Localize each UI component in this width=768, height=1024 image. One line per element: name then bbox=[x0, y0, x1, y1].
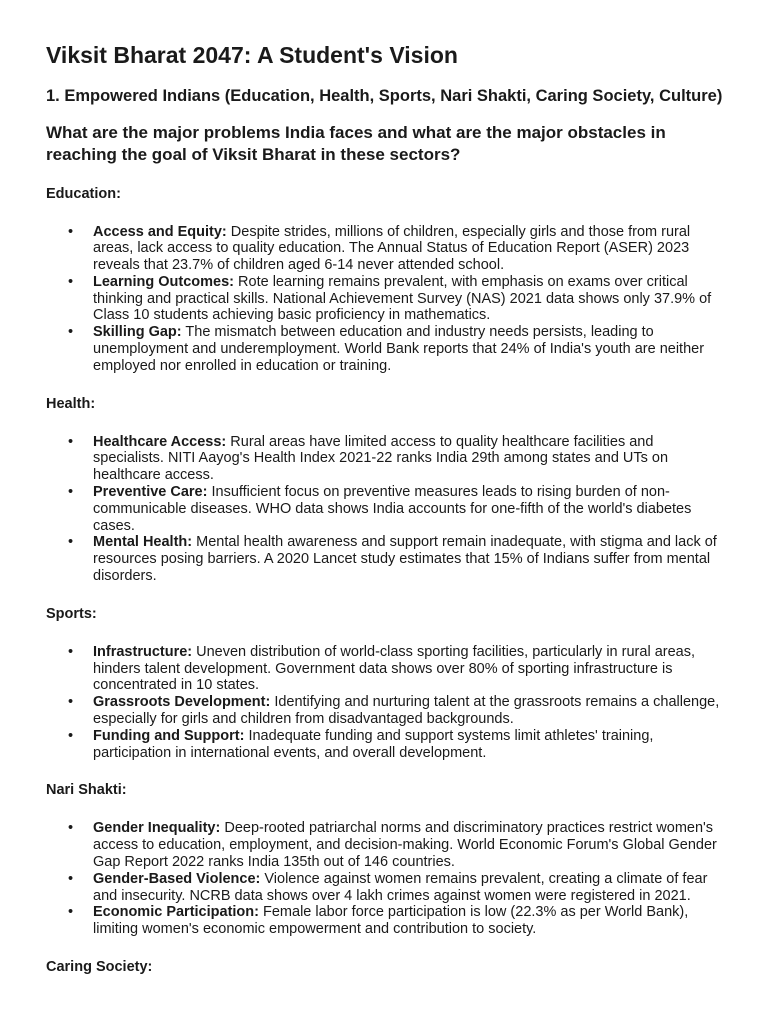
bullet-icon: • bbox=[68, 273, 74, 290]
bullet-icon: • bbox=[68, 820, 74, 837]
item-text: Inadequate funding and support systems limit athletes' training, participation in international events, and overall development. bbox=[93, 727, 654, 761]
section-nari-shakti bbox=[46, 781, 726, 938]
item-text: Rote learning remains prevalent, with emphasis on exams over critical thinking and practical skills. National Achievement Survey (NAS) 2021 data shows only 37.9% of Class 10 students achieving basic proficiency in mathematics. bbox=[93, 273, 712, 324]
section-education bbox=[46, 185, 726, 375]
list-item bbox=[46, 728, 726, 762]
item-title: Infrastructure: bbox=[93, 643, 193, 660]
section-sports bbox=[46, 605, 726, 762]
item-text: The mismatch between education and industry needs persists, leading to unemployment and underemployment. World Bank reports that 24% of India's youth are neither employed nor enrolled in education or training. bbox=[93, 324, 705, 374]
education-list bbox=[46, 224, 726, 375]
list-item bbox=[46, 224, 726, 274]
item-title: Healthcare Access: bbox=[93, 433, 227, 450]
bullet-icon: • bbox=[68, 324, 74, 341]
section-heading-sports: Sports: bbox=[46, 605, 97, 622]
item-text: Insufficient focus on preventive measures leads to rising burden of non-communicable diseases. WHO data shows India accounts for one-fifth of the world's diabetes cases. bbox=[93, 484, 692, 534]
bullet-icon: • bbox=[68, 643, 74, 660]
bullet-icon: • bbox=[68, 484, 74, 501]
document-body bbox=[46, 86, 726, 997]
section-health bbox=[46, 395, 726, 585]
bullet-icon: • bbox=[68, 223, 74, 240]
item-title: Funding and Support: bbox=[93, 727, 245, 744]
list-item bbox=[46, 534, 726, 584]
list-item bbox=[46, 871, 726, 905]
list-item bbox=[46, 484, 726, 534]
list-item bbox=[46, 324, 726, 374]
bullet-icon: • bbox=[68, 534, 74, 551]
item-text: Rural areas have limited access to quality healthcare facilities and specialists. NITI Aayog's Health Index 2021-22 ranks India 29th among states and UTs on healthcare access. bbox=[93, 433, 669, 484]
bullet-icon: • bbox=[68, 727, 74, 744]
bullet-icon: • bbox=[68, 694, 74, 711]
item-title: Gender-Based Violence: bbox=[93, 870, 261, 887]
item-text: Mental health awareness and support remain inadequate, with stigma and lack of resources posing barriers. A 2020 Lancet study estimates that 15% of Indians suffer from mental disorders. bbox=[93, 534, 717, 585]
item-title: Learning Outcomes: bbox=[93, 273, 234, 290]
item-title: Skilling Gap: bbox=[93, 324, 182, 341]
item-text: Violence against women remains prevalent, creating a climate of fear and insecurity. NCRB data shows over 4 lakh crimes against women were registered in 2021. bbox=[93, 870, 708, 904]
list-item bbox=[46, 644, 726, 694]
item-title: Access and Equity: bbox=[93, 223, 227, 240]
item-title: Economic Participation: bbox=[93, 904, 259, 921]
list-item bbox=[46, 694, 726, 728]
bullet-icon: • bbox=[68, 904, 74, 921]
section-heading-education: Education: bbox=[46, 185, 121, 202]
section-title: 1. Empowered Indians (Education, Health, Sports, Nari Shakti, Caring Society, Culture) bbox=[46, 87, 723, 105]
item-title: Gender Inequality: bbox=[93, 820, 221, 837]
item-text: Female labor force participation is low (22.3% as per World Bank), limiting women's economic empowerment and contribution to society. bbox=[93, 904, 689, 938]
item-text: Deep-rooted patriarchal norms and discriminatory practices restrict women's access to education, employment, and decision-making. World Economic Forum's Global Gender Gap Report 2022 ranks India 135th out of 146 countries. bbox=[93, 820, 717, 871]
item-text: Despite strides, millions of children, especially girls and those from rural areas, lack access to quality education. The Annual Status of Education Report (ASER) 2023 reveals that 23.7% of children aged 6-14 never attended school. bbox=[93, 223, 691, 274]
item-text: Uneven distribution of world-class sporting facilities, particularly in rural areas, hinders talent development. Government data shows over 80% of sporting infrastructure is concentrated in 10 states. bbox=[93, 643, 695, 694]
health-list bbox=[46, 434, 726, 585]
list-item bbox=[46, 434, 726, 484]
bullet-icon: • bbox=[68, 433, 74, 450]
item-text: Identifying and nurturing talent at the grassroots remains a challenge, especially for girls and children from disadvantaged backgrounds. bbox=[93, 694, 720, 728]
item-title: Mental Health: bbox=[93, 534, 193, 551]
nari-shakti-list bbox=[46, 820, 726, 938]
section-heading-nari-shakti: Nari Shakti: bbox=[46, 782, 127, 799]
section-heading-health: Health: bbox=[46, 395, 96, 412]
bullet-icon: • bbox=[68, 870, 74, 887]
item-title: Grassroots Development: bbox=[93, 694, 271, 711]
list-item bbox=[46, 904, 726, 938]
list-item bbox=[46, 820, 726, 870]
question-heading: What are the major problems India faces and what are the major obstacles in reaching the goal of Viksit Bharat in these sectors? bbox=[46, 122, 666, 164]
sports-list bbox=[46, 644, 726, 762]
item-title: Preventive Care: bbox=[93, 484, 208, 501]
section-heading-caring-society: Caring Society: bbox=[46, 959, 153, 975]
document-title: Viksit Bharat 2047: A Student's Vision bbox=[46, 42, 458, 68]
section-caring-society bbox=[46, 958, 726, 976]
list-item bbox=[46, 274, 726, 324]
